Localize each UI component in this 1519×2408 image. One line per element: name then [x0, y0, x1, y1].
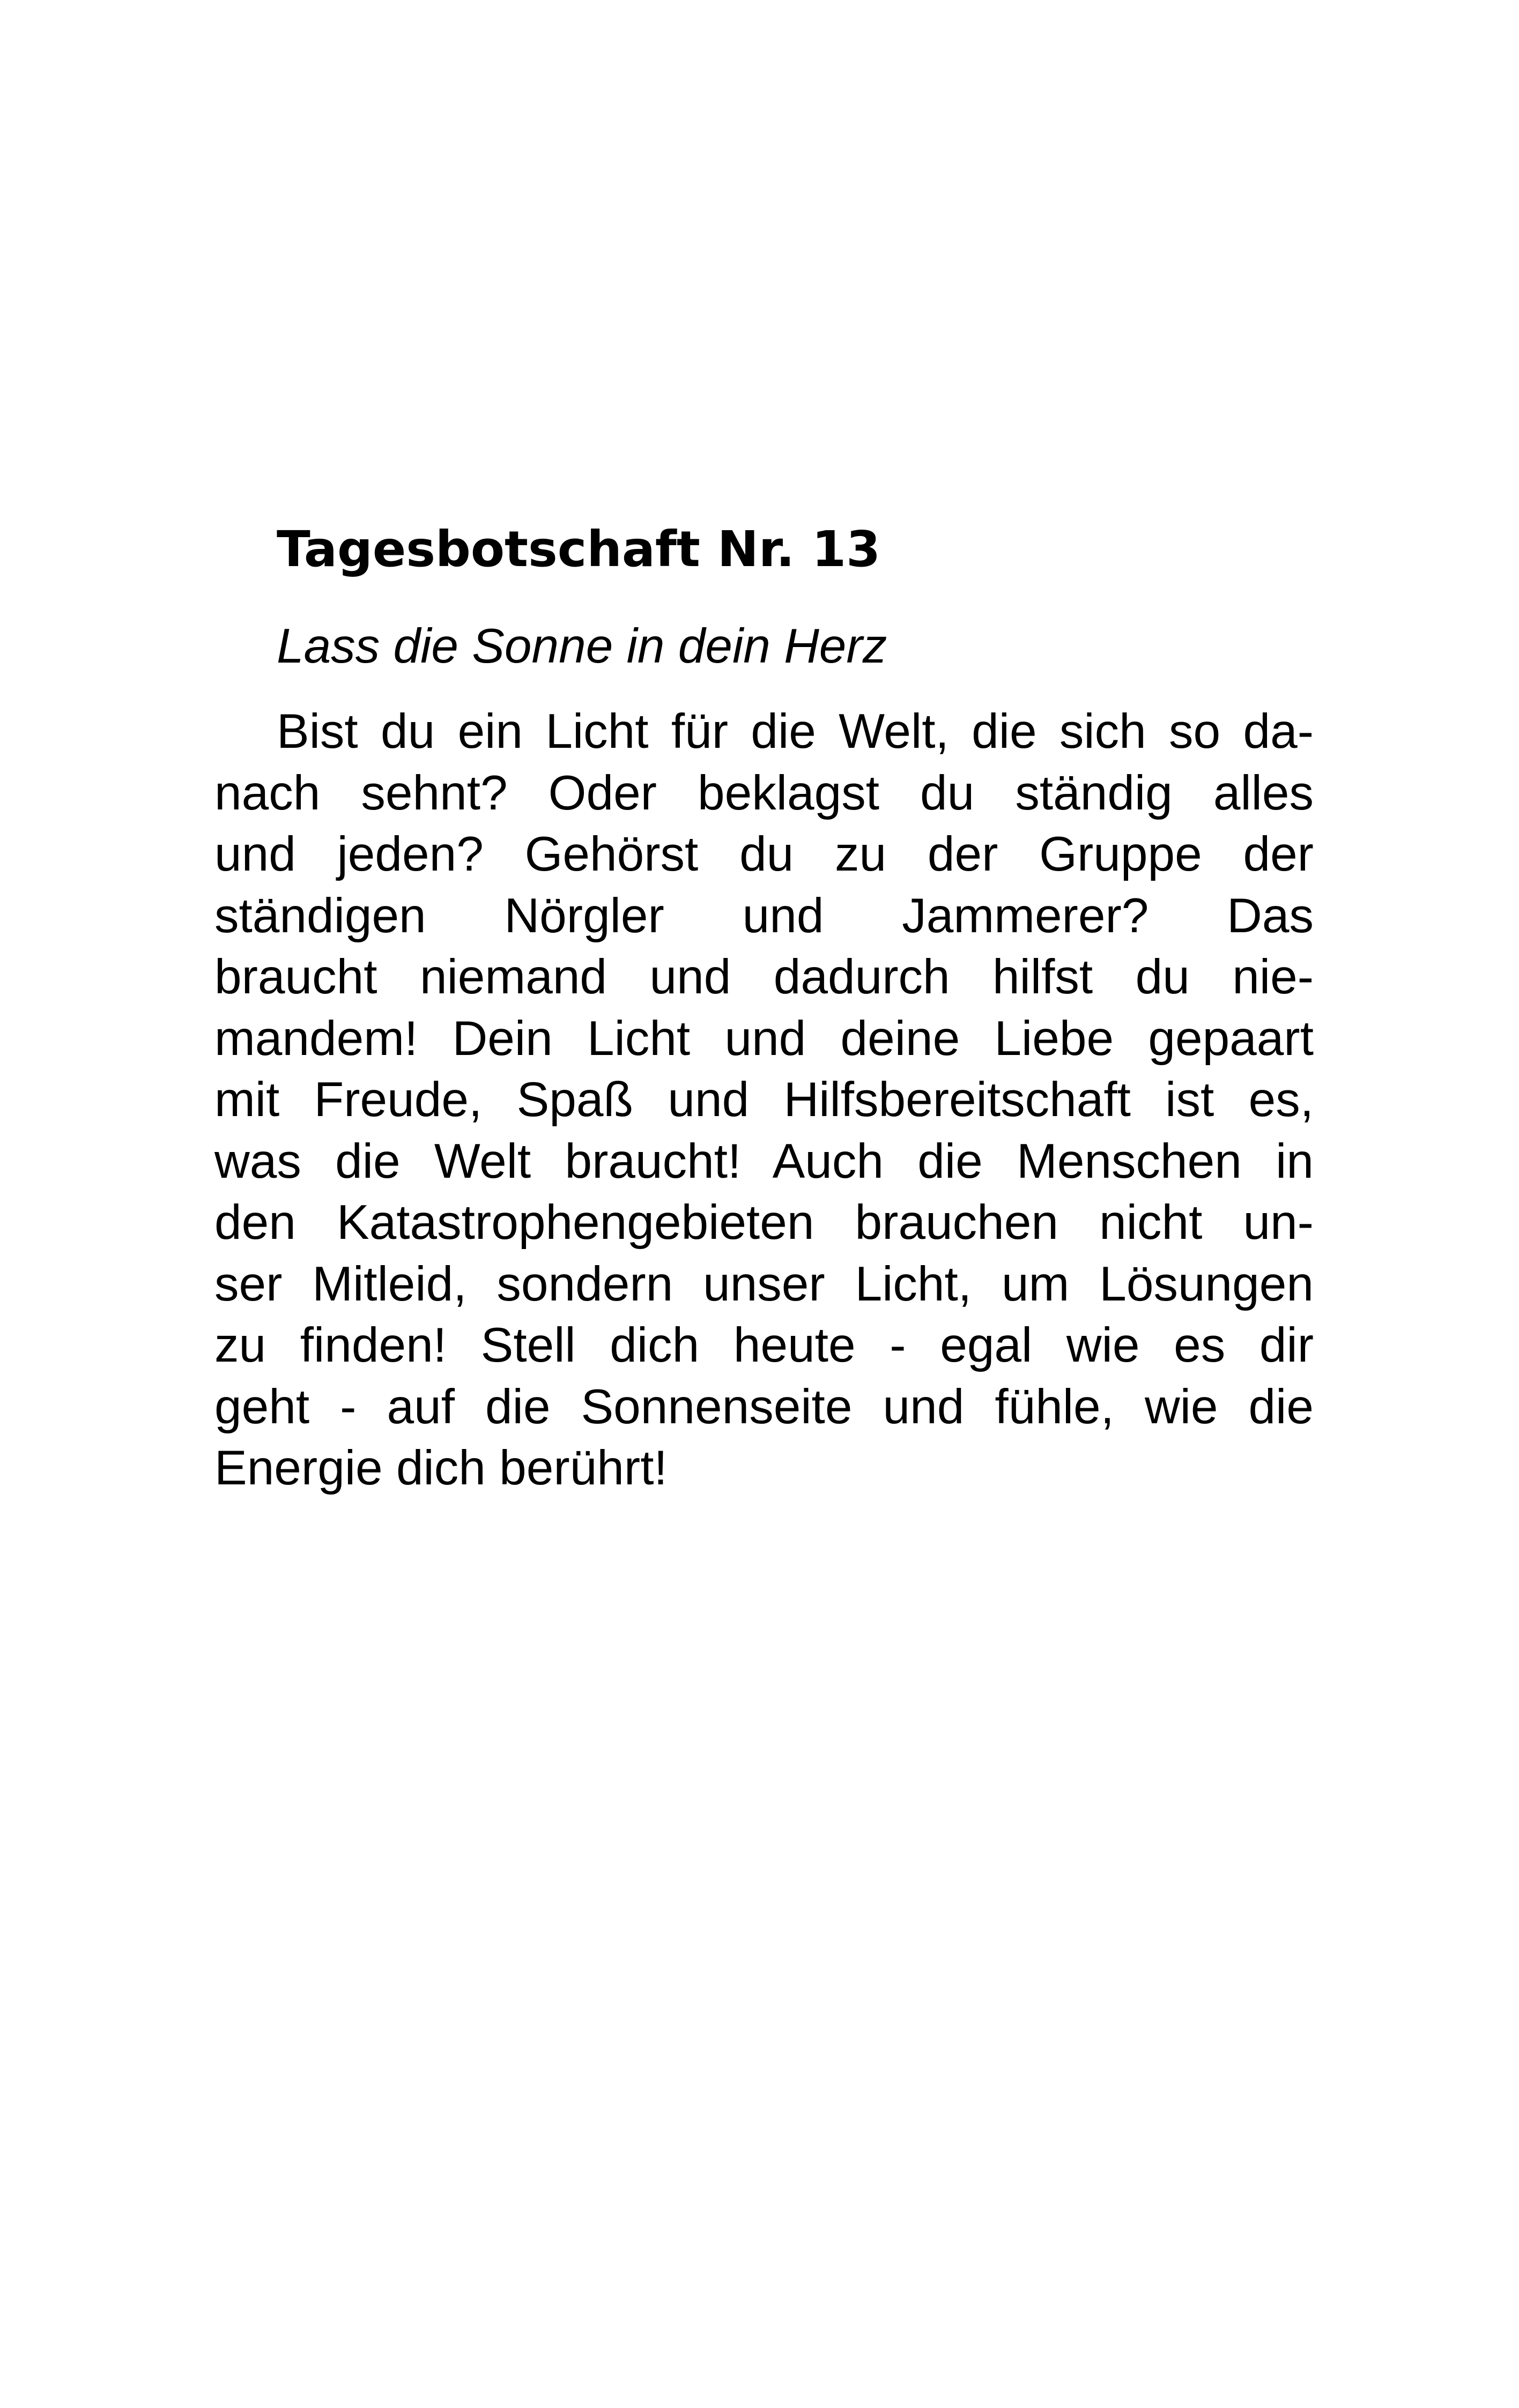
body-line: zu finden! Stell dich heute - egal wie es dir: [214, 1318, 1314, 1372]
body-line: geht - auf die Sonnenseite und fühle, wie die: [214, 1379, 1314, 1434]
body-line: mandem! Dein Licht und deine Liebe gepaart: [214, 1011, 1314, 1066]
body-line: ser Mitleid, sondern unser Licht, um Lösungen: [214, 1257, 1314, 1311]
page-title: Tagesbotschaft Nr. 13: [277, 521, 881, 578]
body-line: Bist du ein Licht für die Welt, die sich so da-: [277, 704, 1314, 759]
body-line: ständigen Nörgler und Jammerer? Das: [214, 888, 1314, 943]
page-subtitle: Lass die Sonne in dein Herz: [277, 619, 887, 673]
body-line: den Katastrophengebieten brauchen nicht un-: [214, 1195, 1314, 1250]
body-line: nach sehnt? Oder beklagst du ständig alles: [214, 765, 1314, 820]
body-line: was die Welt braucht! Auch die Menschen in: [214, 1134, 1314, 1188]
body-line: und jeden? Gehörst du zu der Gruppe der: [214, 827, 1314, 881]
body-line: Energie dich berührt!: [214, 1441, 668, 1495]
body-line: braucht niemand und dadurch hilfst du nie-: [214, 950, 1314, 1004]
body-paragraph: [214, 701, 1314, 1499]
body-line: mit Freude, Spaß und Hilfsbereitschaft ist es,: [214, 1073, 1314, 1127]
